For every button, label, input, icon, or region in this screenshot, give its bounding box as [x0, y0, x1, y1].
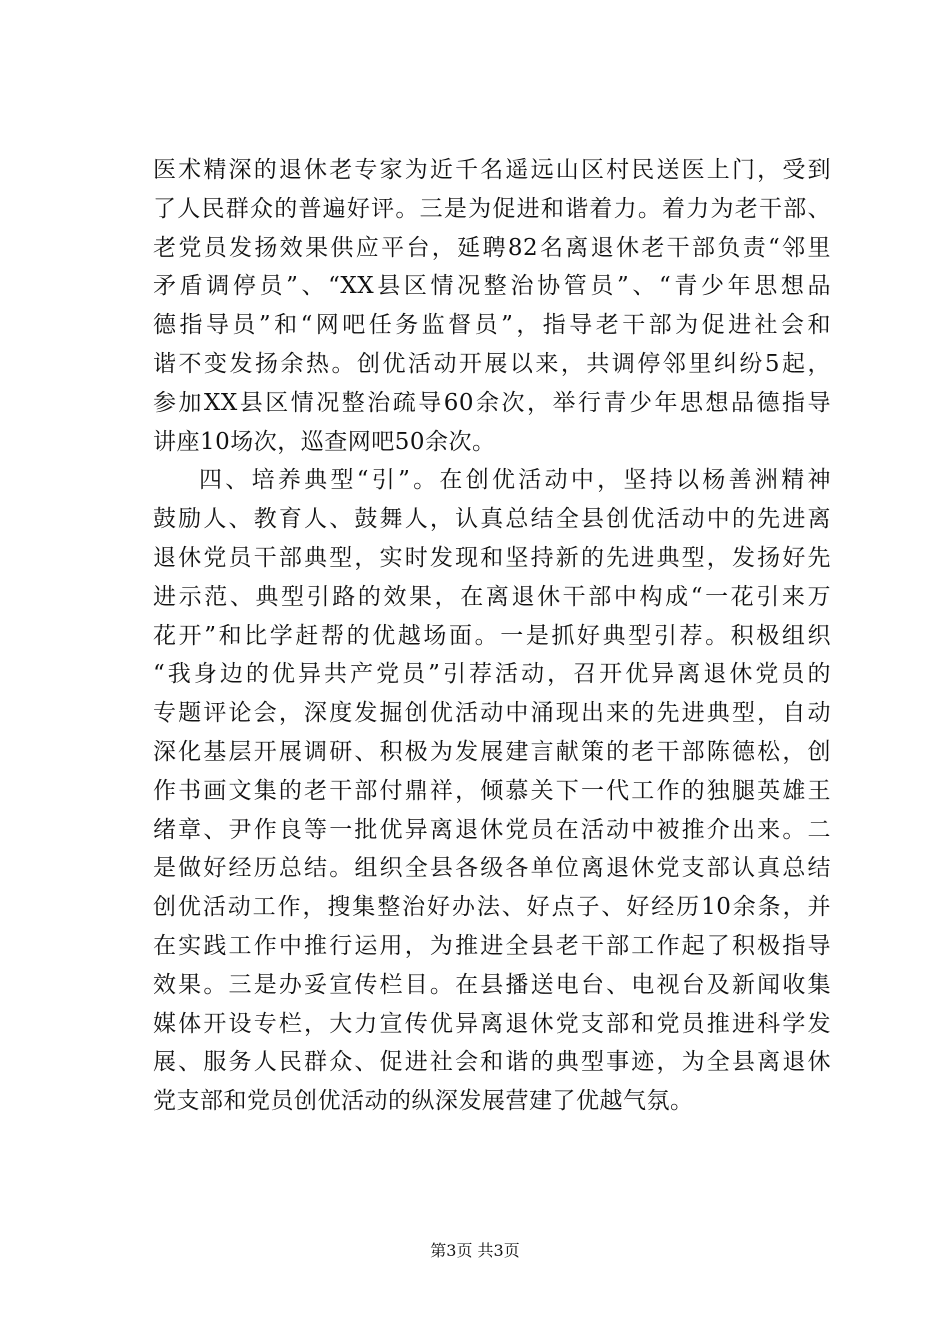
text-line: 党支部和党员创优活动的纵深发展营建了优越气氛。: [153, 1088, 694, 1115]
page-number-label: 第3页 共3页: [430, 1241, 520, 1260]
text-line: 参加XX县区情况整治疏导60余次，举行青少年思想品德指导: [153, 389, 831, 416]
text-line: 矛盾调停员”、“XX县区情况整治协管员”、“青少年思想品: [153, 273, 831, 300]
text-line: 深化基层开展调研、积极为发展建言献策的老干部陈德松，创: [153, 738, 831, 765]
text-line: 讲座10场次，巡查网吧50余次。: [153, 428, 496, 455]
text-line: 谐不变发扬余热。创优活动开展以来，共调停邻里纠纷5起，: [153, 350, 831, 377]
text-line: 花开”和比学赶帮的优越场面。一是抓好典型引荐。积极组织: [153, 622, 831, 649]
page-footer: [0, 1240, 950, 1262]
text-line: 医术精深的退休老专家为近千名遥远山区村民送医上门，受到: [153, 157, 831, 183]
text-line: 进示范、典型引路的效果，在离退休干部中构成“一花引来万: [153, 583, 831, 610]
text-line: “我身边的优异共产党员”引荐活动，召开优异离退休党员的: [153, 661, 831, 688]
text-line: 绪章、尹作良等一批优异离退休党员在活动中被推介出来。二: [153, 816, 831, 843]
text-line: 作书画文集的老干部付鼎祥，倾慕关下一代工作的独腿英雄王: [153, 777, 831, 804]
text-line: 老党员发扬效果供应平台，延聘82名离退休老干部负责“邻里: [153, 234, 831, 261]
body-text: [153, 151, 831, 1121]
text-line: 展、服务人民群众、促进社会和谐的典型事迹，为全县离退休: [153, 1049, 831, 1076]
text-line: 退休党员干部典型，实时发现和坚持新的先进典型，发扬好先: [153, 544, 831, 571]
text-line: 德指导员”和“网吧任务监督员”，指导老干部为促进社会和: [153, 312, 831, 339]
text-line: 专题评论会，深度发掘创优活动中涌现出来的先进典型，自动: [153, 700, 831, 727]
text-line: 在实践工作中推行运用，为推进全县老干部工作起了积极指导: [153, 932, 831, 959]
text-line: 效果。三是办妥宣传栏目。在县播送电台、电视台及新闻收集: [153, 971, 831, 998]
paragraph-start-line: 四、培养典型“引”。在创优活动中，坚持以杨善洲精神: [199, 467, 831, 494]
text-line: 鼓励人、教育人、鼓舞人，认真总结全县创优活动中的先进离: [153, 506, 831, 533]
text-line: 媒体开设专栏，大力宣传优异离退休党支部和党员推进科学发: [153, 1010, 831, 1037]
text-line: 创优活动工作，搜集整治好办法、好点子、好经历10余条，并: [153, 894, 831, 921]
text-line: 了人民群众的普遍好评。三是为促进和谐着力。着力为老干部、: [153, 195, 831, 222]
text-line: 是做好经历总结。组织全县各级各单位离退休党支部认真总结: [153, 855, 831, 882]
